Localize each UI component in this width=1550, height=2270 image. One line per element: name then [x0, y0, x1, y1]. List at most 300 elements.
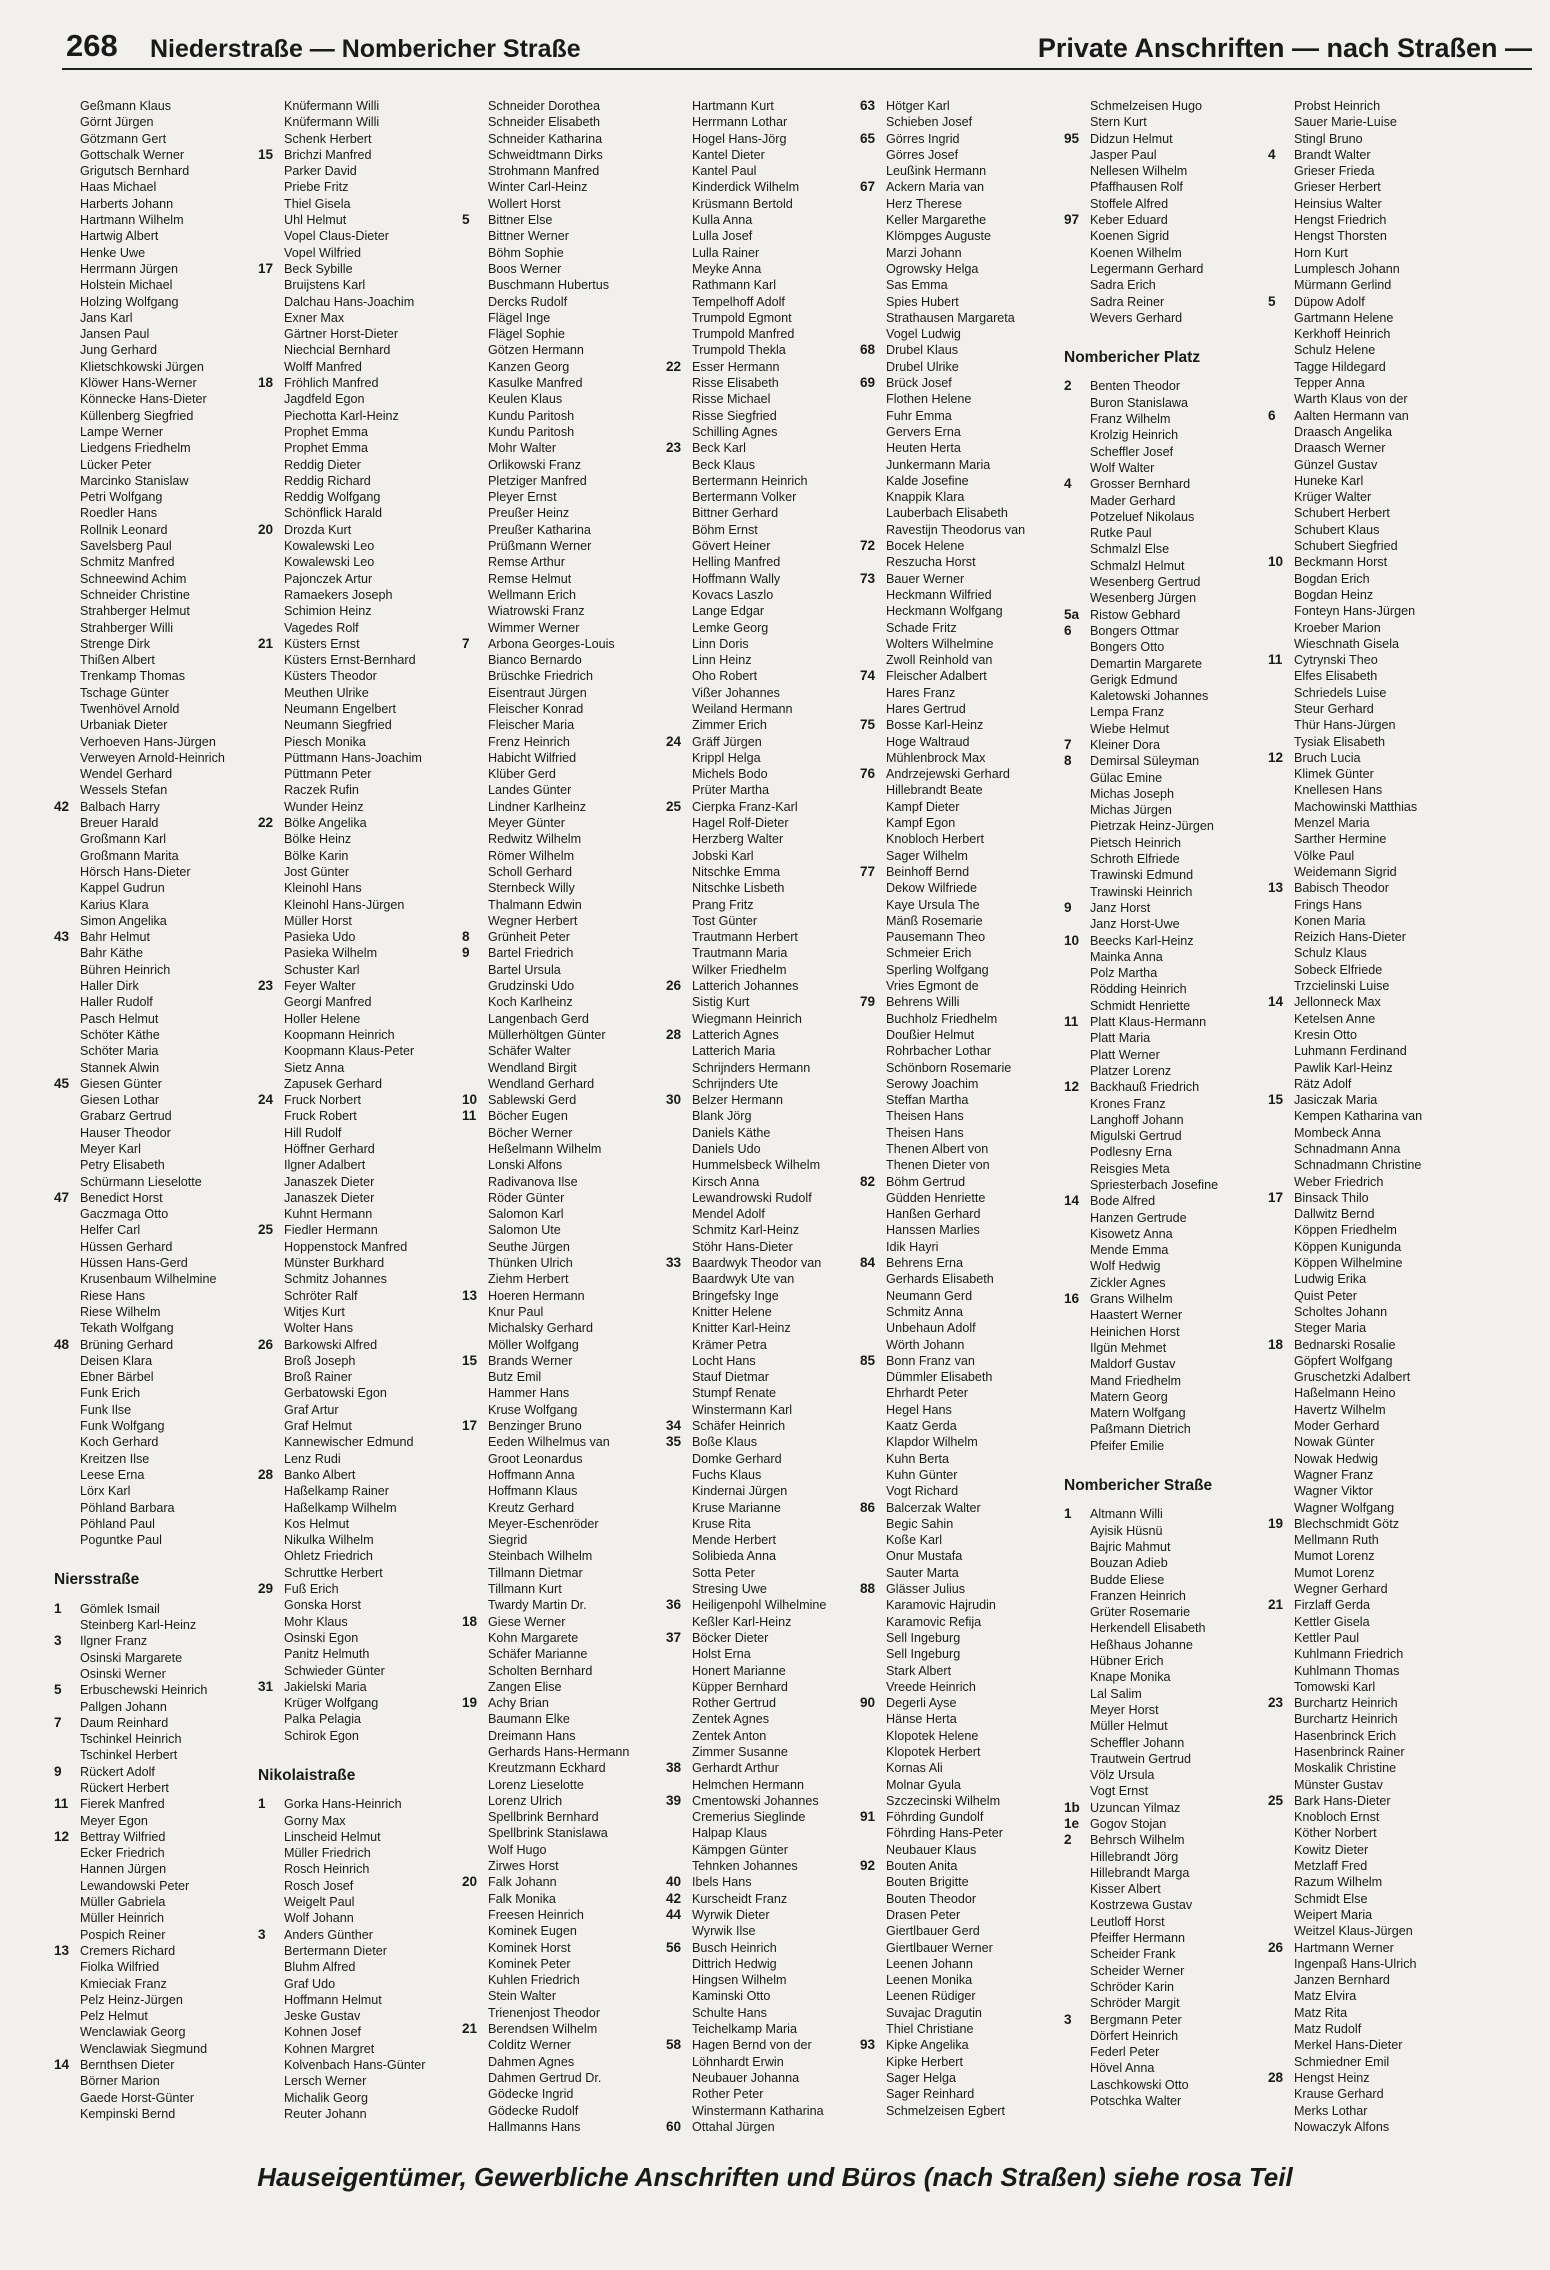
house-number: 4	[1064, 476, 1072, 492]
section-title: Private Anschriften — nach Straßen —	[1037, 33, 1532, 63]
resident-entry	[462, 1597, 662, 1613]
house-number: 20	[462, 1874, 478, 1890]
house-number: 39	[666, 1792, 682, 1808]
resident-name: Landes Günter	[488, 783, 572, 798]
resident-entry	[666, 1907, 866, 1923]
resident-name: Krolzig Heinrich	[1090, 428, 1179, 443]
resident-name: Mader Gerhard	[1090, 493, 1176, 508]
resident-entry	[54, 1271, 254, 1287]
resident-name: Latterich Agnes	[692, 1027, 779, 1042]
resident-name: Ilgner Franz	[80, 1634, 148, 1649]
resident-name: Koch Gerhard	[80, 1435, 159, 1450]
resident-name: Holler Helene	[284, 1011, 361, 1026]
resident-name: Scholten Bernhard	[488, 1663, 593, 1678]
resident-name: Trawinski Heinrich	[1090, 884, 1193, 899]
resident-name: Henke Uwe	[80, 245, 146, 260]
resident-name: Schneider Christine	[80, 587, 190, 602]
house-number: 18	[258, 375, 274, 391]
resident-name: Jobski Karl	[692, 848, 754, 863]
resident-name: Schmalzl Helmut	[1090, 558, 1185, 573]
resident-entry	[258, 391, 458, 407]
resident-entry	[54, 1206, 254, 1222]
resident-entry	[462, 1271, 662, 1287]
resident-name: Daniels Käthe	[692, 1125, 771, 1140]
resident-name: Münster Burkhard	[284, 1256, 385, 1271]
resident-name: Steinbach Wilhelm	[488, 1549, 593, 1564]
resident-name: Schürmann Lieselotte	[80, 1174, 202, 1189]
resident-entry	[860, 734, 1060, 750]
house-number: 76	[860, 766, 876, 782]
resident-name: Kerkhoff Heinrich	[1294, 327, 1391, 342]
resident-name: Strahberger Willi	[80, 620, 174, 635]
resident-name: Cremers Richard	[80, 1943, 176, 1958]
resident-entry	[1064, 1849, 1264, 1865]
resident-entry	[666, 603, 866, 619]
resident-name: Kindernai Jürgen	[692, 1484, 788, 1499]
resident-entry	[666, 1271, 866, 1287]
resident-name: Tempelhoff Adolf	[692, 294, 785, 309]
resident-entry	[258, 668, 458, 684]
resident-entry	[666, 440, 866, 456]
resident-entry	[666, 1451, 866, 1467]
resident-name: Köppen Friedhelm	[1294, 1223, 1397, 1238]
resident-entry	[1268, 147, 1468, 163]
resident-name: Grieser Herbert	[1294, 180, 1381, 195]
resident-name: Cmentowski Johannes	[692, 1793, 819, 1808]
resident-name: Broß Rainer	[284, 1370, 352, 1385]
resident-name: Kantel Dieter	[692, 147, 765, 162]
resident-name: Görres Ingrid	[886, 131, 960, 146]
resident-entry	[54, 212, 254, 228]
resident-entry	[1064, 1324, 1264, 1340]
resident-name: Backhauß Friedrich	[1090, 1080, 1200, 1095]
resident-name: Dallwitz Bernd	[1294, 1207, 1375, 1222]
resident-entry	[860, 994, 1060, 1010]
resident-name: Rother Peter	[692, 2087, 764, 2102]
resident-entry	[666, 375, 866, 391]
resident-name: Sadra Erich	[1090, 278, 1156, 293]
resident-name: Spriesterbach Josefine	[1090, 1178, 1219, 1192]
resident-name: Linscheid Helmut	[284, 1829, 381, 1844]
resident-name: Verhoeven Hans-Jürgen	[80, 734, 216, 749]
resident-name: Linn Heinz	[692, 653, 752, 668]
resident-name: Föhrding Gundolf	[886, 1810, 984, 1825]
resident-name: Tomowski Karl	[1294, 1679, 1376, 1694]
house-number: 73	[860, 570, 876, 586]
resident-entry	[462, 310, 662, 326]
resident-name: Drozda Kurt	[284, 522, 352, 537]
resident-entry	[1064, 1112, 1264, 1128]
house-number: 3	[1064, 2011, 1072, 2027]
resident-name: Halpap Klaus	[692, 1826, 767, 1841]
resident-entry	[54, 636, 254, 652]
resident-entry	[1064, 1767, 1264, 1783]
house-number: 14	[54, 2057, 70, 2073]
resident-entry	[54, 163, 254, 179]
resident-name: Bölke Angelika	[284, 816, 367, 831]
street-heading: Nombericher Platz	[1064, 349, 1201, 367]
resident-entry	[1268, 587, 1468, 603]
resident-name: Helfer Carl	[80, 1223, 141, 1238]
resident-name: Mand Friedhelm	[1090, 1373, 1181, 1388]
resident-name: Fuhr Emma	[886, 408, 952, 423]
resident-entry	[258, 701, 458, 717]
resident-name: Sablewski Gerd	[488, 1093, 577, 1108]
resident-name: Baardwyk Ute van	[692, 1272, 795, 1287]
house-number: 18	[462, 1613, 478, 1629]
resident-name: Jasiczak Maria	[1294, 1093, 1378, 1108]
directory-column	[1268, 98, 1468, 2138]
resident-entry	[54, 1451, 254, 1467]
resident-entry	[1268, 375, 1468, 391]
resident-name: Schäfer Marianne	[488, 1647, 588, 1662]
resident-name: Wendland Birgit	[488, 1060, 577, 1075]
resident-name: Nowaczyk Alfons	[1294, 2119, 1390, 2134]
resident-name: Degerli Ayse	[886, 1696, 957, 1711]
resident-name: Kämpgen Günter	[692, 1842, 788, 1857]
resident-name: Fiedler Hermann	[284, 1223, 378, 1238]
resident-name: Bruch Lucia	[1294, 750, 1361, 765]
resident-entry	[860, 1760, 1060, 1776]
resident-name: Drasen Peter	[886, 1907, 961, 1922]
resident-name: Schneider Dorothea	[488, 99, 601, 113]
house-number: 38	[666, 1760, 682, 1776]
resident-name: Janz Horst	[1090, 900, 1151, 915]
resident-entry	[1268, 342, 1468, 358]
resident-entry	[860, 1288, 1060, 1304]
resident-name: Ingenpaß Hans-Ulrich	[1294, 1956, 1417, 1971]
resident-name: Hartmann Kurt	[692, 99, 774, 113]
resident-name: Wolf Hedwig	[1090, 1259, 1161, 1274]
resident-name: Sobeck Elfriede	[1294, 962, 1383, 977]
resident-name: Pelz Helmut	[80, 2009, 148, 2024]
resident-name: Börner Marion	[80, 2074, 160, 2089]
resident-name: Kantel Paul	[692, 164, 757, 179]
resident-name: Strohmann Manfred	[488, 164, 600, 179]
resident-name: Kolvenbach Hans-Günter	[284, 2058, 426, 2073]
resident-entry	[1268, 1532, 1468, 1548]
resident-entry	[860, 1777, 1060, 1793]
resident-name: Piechotta Karl-Heinz	[284, 408, 399, 423]
resident-entry	[860, 571, 1060, 587]
resident-name: Michas Joseph	[1090, 786, 1174, 801]
resident-entry	[462, 1532, 662, 1548]
resident-name: Kresin Otto	[1294, 1027, 1357, 1042]
resident-name: Behrsch Wilhelm	[1090, 1833, 1185, 1848]
resident-name: Mumot Lorenz	[1294, 1549, 1375, 1564]
resident-entry	[1064, 1373, 1264, 1389]
resident-entry	[1064, 2028, 1264, 2044]
resident-entry	[1064, 1210, 1264, 1226]
resident-entry	[860, 457, 1060, 473]
resident-entry	[666, 1369, 866, 1385]
resident-entry	[666, 1385, 866, 1401]
house-number: 22	[666, 358, 682, 374]
resident-entry	[54, 391, 254, 407]
resident-entry	[1064, 2093, 1264, 2109]
resident-entry	[1268, 962, 1468, 978]
resident-entry	[666, 1239, 866, 1255]
resident-entry	[1268, 864, 1468, 880]
resident-entry	[860, 522, 1060, 538]
resident-entry	[666, 831, 866, 847]
resident-entry	[258, 1532, 458, 1548]
resident-name: Lange Edgar	[692, 604, 765, 619]
resident-entry	[258, 326, 458, 342]
resident-entry	[54, 1125, 254, 1141]
resident-name: Prophet Emma	[284, 424, 368, 439]
resident-name: Seuthe Jürgen	[488, 1239, 570, 1254]
resident-name: Kirsch Anna	[692, 1174, 760, 1189]
resident-entry	[666, 163, 866, 179]
resident-name: Geßmann Klaus	[80, 99, 171, 113]
resident-entry	[666, 668, 866, 684]
resident-entry	[1064, 1604, 1264, 1620]
house-number: 17	[462, 1418, 478, 1434]
house-number: 14	[1268, 994, 1284, 1010]
resident-entry	[1268, 636, 1468, 652]
resident-entry	[462, 750, 662, 766]
resident-name: Zimmer Erich	[692, 718, 767, 733]
resident-name: Neumann Gerd	[886, 1288, 973, 1303]
resident-entry	[462, 245, 662, 261]
resident-entry	[666, 1483, 866, 1499]
resident-name: Michalsky Gerhard	[488, 1321, 593, 1336]
resident-entry	[462, 489, 662, 505]
resident-name: Görnt Jürgen	[80, 115, 154, 130]
resident-entry	[1268, 261, 1468, 277]
resident-entry	[54, 1959, 254, 1975]
resident-name: Keller Margarethe	[886, 213, 987, 228]
resident-entry	[666, 1255, 866, 1271]
resident-name: Ibels Hans	[692, 1875, 752, 1890]
resident-entry	[1268, 2005, 1468, 2021]
resident-name: Hoffmann Wally	[692, 571, 781, 586]
resident-entry	[1268, 1500, 1468, 1516]
resident-entry	[860, 2086, 1060, 2102]
resident-entry	[54, 978, 254, 994]
resident-entry	[1268, 1304, 1468, 1320]
house-number: 24	[258, 1092, 274, 1108]
resident-name: Mendel Adolf	[692, 1207, 765, 1222]
resident-name: Broß Joseph	[284, 1353, 356, 1368]
resident-entry	[1064, 737, 1264, 753]
resident-name: Hoffmann Helmut	[284, 1992, 382, 2007]
resident-name: Wilker Friedhelm	[692, 962, 787, 977]
resident-name: Nowak Hedwig	[1294, 1451, 1378, 1466]
resident-name: Pasieka Wilhelm	[284, 946, 378, 961]
resident-name: Kinderdick Wilhelm	[692, 180, 800, 195]
resident-name: Nellesen Wilhelm	[1090, 164, 1188, 179]
resident-name: Föhrding Hans-Peter	[886, 1826, 1003, 1841]
resident-entry	[1064, 1193, 1264, 1209]
resident-entry	[1064, 802, 1264, 818]
house-number: 21	[1268, 1597, 1284, 1613]
house-number: 75	[860, 717, 876, 733]
resident-entry	[258, 1011, 458, 1027]
resident-entry	[666, 864, 866, 880]
resident-entry	[462, 1206, 662, 1222]
resident-entry	[462, 1956, 662, 1972]
resident-entry	[860, 848, 1060, 864]
resident-entry	[860, 1988, 1060, 2004]
resident-name: Dahmen Agnes	[488, 2054, 575, 2069]
resident-name: Fleischer Konrad	[488, 701, 584, 716]
resident-entry	[54, 1976, 254, 1992]
resident-name: Theisen Hans	[886, 1109, 964, 1124]
resident-name: Wiatrowski Franz	[488, 604, 585, 619]
resident-name: Pöhland Paul	[80, 1516, 155, 1531]
resident-name: Funk Wolfgang	[80, 1419, 165, 1434]
resident-name: Krüger Walter	[1294, 490, 1372, 505]
resident-entry	[462, 1809, 662, 1825]
resident-entry	[1268, 1108, 1468, 1124]
resident-name: Wunder Heinz	[284, 799, 364, 814]
resident-entry	[258, 1646, 458, 1662]
resident-name: Binsack Thilo	[1294, 1190, 1369, 1205]
resident-name: Kipke Angelika	[886, 2038, 969, 2053]
resident-entry	[462, 571, 662, 587]
resident-entry	[1268, 766, 1468, 782]
resident-entry	[860, 2103, 1060, 2119]
resident-entry	[462, 1500, 662, 1516]
resident-entry	[666, 1206, 866, 1222]
resident-name: Domke Gerhard	[692, 1451, 782, 1466]
resident-name: Böcher Werner	[488, 1125, 573, 1140]
resident-entry	[1064, 688, 1264, 704]
resident-name: Bajric Mahmut	[1090, 1539, 1171, 1554]
resident-entry	[258, 994, 458, 1010]
resident-name: Hillebrandt Beate	[886, 783, 983, 798]
resident-entry	[1268, 1874, 1468, 1890]
resident-entry	[54, 1418, 254, 1434]
resident-entry	[666, 1793, 866, 1809]
resident-entry	[666, 734, 866, 750]
resident-entry	[1268, 440, 1468, 456]
resident-name: Jeske Gustav	[284, 2009, 361, 2024]
resident-name: Wenclawiak Siegmund	[80, 2041, 208, 2056]
resident-entry	[1064, 1356, 1264, 1372]
resident-entry	[1268, 1711, 1468, 1727]
resident-entry	[1064, 1897, 1264, 1913]
resident-name: Kaatz Gerda	[886, 1419, 957, 1434]
resident-entry	[860, 375, 1060, 391]
resident-name: Moskalik Christine	[1294, 1761, 1397, 1776]
resident-name: Könnecke Hans-Dieter	[80, 392, 207, 407]
resident-entry	[258, 750, 458, 766]
resident-entry	[666, 636, 866, 652]
resident-name: Reddig Dieter	[284, 457, 362, 472]
resident-entry	[860, 1451, 1060, 1467]
resident-entry	[860, 685, 1060, 701]
resident-entry	[1268, 326, 1468, 342]
house-number: 47	[54, 1189, 70, 1205]
resident-entry	[1268, 1402, 1468, 1418]
resident-name: Karamovic Hajrudin	[886, 1598, 996, 1613]
resident-name: Köppen Wilhelmine	[1294, 1256, 1403, 1271]
resident-entry	[1064, 1438, 1264, 1454]
resident-name: Kroeber Marion	[1294, 620, 1381, 635]
resident-entry	[258, 962, 458, 978]
resident-name: Beecks Karl-Heinz	[1090, 933, 1194, 948]
resident-name: Grudzinski Udo	[488, 979, 575, 994]
resident-name: Hasenbrinck Erich	[1294, 1728, 1397, 1743]
resident-name: Klopotek Helene	[886, 1728, 979, 1743]
resident-entry	[666, 1663, 866, 1679]
resident-entry	[860, 1190, 1060, 1206]
house-number: 13	[54, 1942, 70, 1958]
resident-entry	[54, 1288, 254, 1304]
resident-entry	[666, 196, 866, 212]
resident-name: Kreitzen Ilse	[80, 1451, 150, 1466]
resident-name: Potzeluef Nikolaus	[1090, 509, 1195, 524]
resident-name: Rosch Josef	[284, 1878, 354, 1893]
resident-name: Hauser Theodor	[80, 1125, 171, 1140]
resident-entry	[54, 1027, 254, 1043]
resident-name: Knüfermann Willi	[284, 115, 380, 130]
resident-entry	[860, 913, 1060, 929]
resident-entry	[666, 1858, 866, 1874]
resident-name: Kreutz Gerhard	[488, 1500, 575, 1515]
resident-name: Sperling Wolfgang	[886, 962, 989, 977]
resident-entry	[666, 1809, 866, 1825]
resident-name: Klapdor Wilhelm	[886, 1435, 978, 1450]
resident-entry	[1064, 1914, 1264, 1930]
resident-entry	[258, 1076, 458, 1092]
resident-name: Onur Mustafa	[886, 1549, 963, 1564]
resident-entry	[666, 2070, 866, 2086]
resident-entry	[1268, 1548, 1468, 1564]
resident-name: Wesenberg Gertrud	[1090, 575, 1201, 590]
resident-entry	[258, 734, 458, 750]
resident-entry	[54, 734, 254, 750]
resident-name: Liedgens Friedhelm	[80, 441, 191, 456]
resident-name: Meyer Günter	[488, 816, 565, 831]
resident-entry	[666, 538, 866, 554]
resident-name: Jasper Paul	[1090, 147, 1157, 162]
resident-entry	[860, 294, 1060, 310]
resident-name: Funk Erich	[80, 1386, 141, 1401]
resident-entry	[1064, 1881, 1264, 1897]
resident-entry	[1268, 1271, 1468, 1287]
resident-entry	[54, 652, 254, 668]
resident-entry	[1268, 424, 1468, 440]
resident-name: Gorny Max	[284, 1813, 346, 1828]
resident-name: Beck Karl	[692, 441, 746, 456]
resident-entry	[1268, 1809, 1468, 1825]
resident-name: Franzen Heinrich	[1090, 1588, 1186, 1603]
resident-entry	[1268, 815, 1468, 831]
resident-entry	[54, 620, 254, 636]
resident-name: Hanzen Gertrude	[1090, 1210, 1187, 1225]
resident-name: Gorka Hans-Heinrich	[284, 1797, 402, 1812]
resident-entry	[54, 473, 254, 489]
resident-entry	[1268, 1418, 1468, 1434]
resident-entry	[1064, 228, 1264, 244]
resident-entry	[666, 2103, 866, 2119]
resident-name: Bruijstens Karl	[284, 278, 366, 293]
resident-name: Burchartz Heinrich	[1294, 1712, 1398, 1727]
resident-name: Schrijnders Ute	[692, 1076, 779, 1091]
resident-name: Federl Peter	[1090, 2045, 1160, 2060]
house-number: 65	[860, 130, 876, 146]
resident-name: Haas Michael	[80, 180, 157, 195]
resident-name: Wenclawiak Georg	[80, 2025, 186, 2040]
resident-name: Weiland Hermann	[692, 701, 793, 716]
resident-entry	[54, 277, 254, 293]
resident-name: Hannen Jürgen	[80, 1862, 167, 1877]
resident-entry	[1268, 978, 1468, 994]
